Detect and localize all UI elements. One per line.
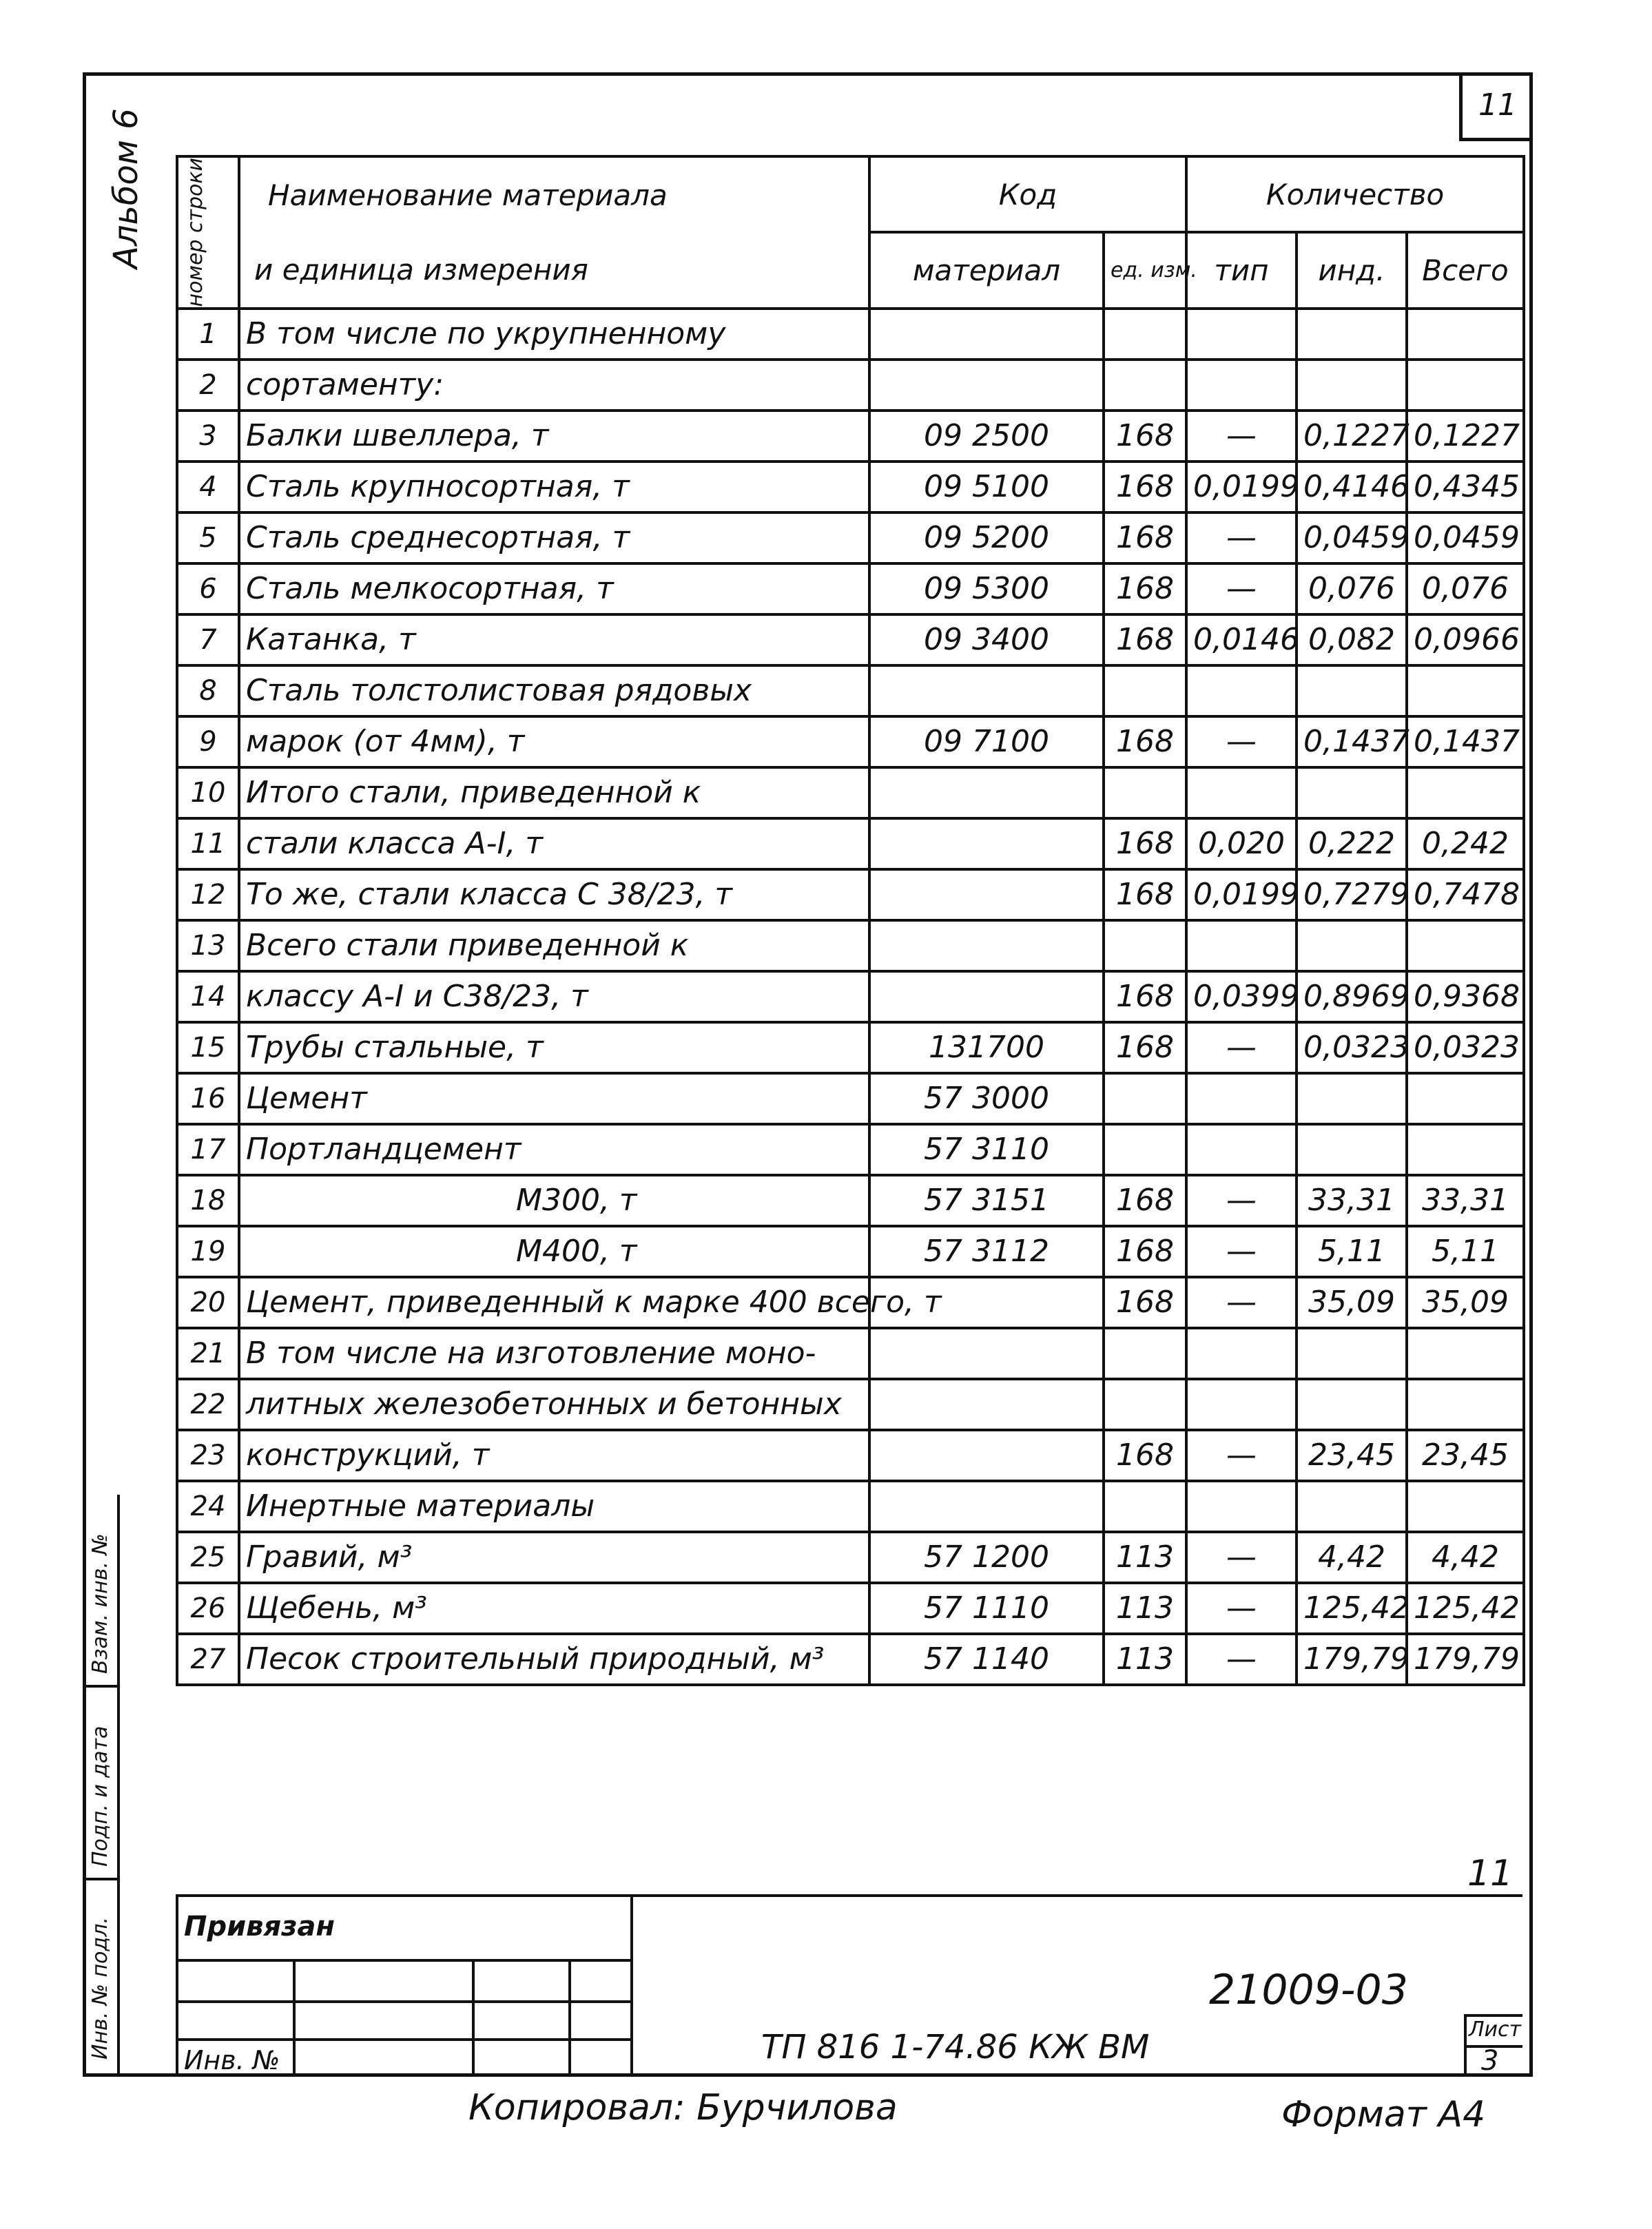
- table-row: [177, 1532, 1524, 1583]
- strip-podp-data: Подп. и дата: [88, 1725, 112, 1867]
- row-code: [869, 309, 1104, 360]
- row-total: 0,7478: [1407, 869, 1524, 920]
- row-ind: [1297, 1379, 1407, 1430]
- row-unit: [1104, 360, 1186, 411]
- title-block: [176, 1894, 1522, 2076]
- row-name: Сталь крупносортная, т: [239, 462, 869, 512]
- page-sub-number: 11: [1467, 1853, 1514, 1894]
- row-unit: 168: [1104, 1430, 1186, 1481]
- table-row: [177, 1022, 1524, 1073]
- row-name: Сталь среднесортная, т: [239, 512, 869, 563]
- table-row: [177, 665, 1524, 716]
- row-total: 125,42: [1407, 1583, 1524, 1634]
- row-total: 4,42: [1407, 1532, 1524, 1583]
- row-code: 09 5300: [869, 563, 1104, 614]
- row-unit: [1104, 665, 1186, 716]
- row-ind: [1297, 1481, 1407, 1532]
- row-code: 09 5100: [869, 462, 1104, 512]
- row-unit: 168: [1104, 1226, 1186, 1277]
- left-strip: [83, 1495, 120, 2073]
- table-row: [177, 1175, 1524, 1226]
- row-name: Гравий, м³: [239, 1532, 869, 1583]
- row-total: [1407, 767, 1524, 818]
- row-number: 19: [177, 1226, 239, 1277]
- row-unit: 113: [1104, 1532, 1186, 1583]
- table-row: [177, 512, 1524, 563]
- header-code-unit: ед. изм.: [1104, 232, 1186, 308]
- row-number: 10: [177, 767, 239, 818]
- strip-inv-podl: Инв. № подл.: [88, 1917, 112, 2060]
- row-ind: 23,45: [1297, 1430, 1407, 1481]
- row-unit: 168: [1104, 411, 1186, 462]
- table-row: [177, 309, 1524, 360]
- row-total: [1407, 920, 1524, 971]
- row-total: [1407, 1073, 1524, 1124]
- row-name: стали класса А-I, т: [239, 818, 869, 869]
- row-unit: 168: [1104, 869, 1186, 920]
- row-code: 57 1200: [869, 1532, 1104, 1583]
- row-code: 57 3112: [869, 1226, 1104, 1277]
- row-code: [869, 1430, 1104, 1481]
- designation: ТП 816 1-74.86 КЖ ВМ: [761, 2028, 1150, 2066]
- row-name: литных железобетонных и бетонных: [239, 1379, 869, 1430]
- sheet-number: 11: [1459, 72, 1533, 141]
- row-ind: 0,8969: [1297, 971, 1407, 1022]
- row-name: Сталь толстолистовая рядовых: [239, 665, 869, 716]
- row-ind: [1297, 1124, 1407, 1175]
- table-row: [177, 1379, 1524, 1430]
- row-number: 13: [177, 920, 239, 971]
- row-unit: [1104, 767, 1186, 818]
- row-number: 17: [177, 1124, 239, 1175]
- row-unit: [1104, 920, 1186, 971]
- row-number: 25: [177, 1532, 239, 1583]
- row-type: 0,0199: [1186, 462, 1297, 512]
- row-type: [1186, 767, 1297, 818]
- row-name: М300, т: [239, 1175, 869, 1226]
- row-ind: 0,1227: [1297, 411, 1407, 462]
- row-number: 18: [177, 1175, 239, 1226]
- header-q-type: тип: [1186, 232, 1297, 308]
- row-total: [1407, 309, 1524, 360]
- row-type: —: [1186, 1634, 1297, 1685]
- row-ind: [1297, 360, 1407, 411]
- row-ind: [1297, 920, 1407, 971]
- row-code: 57 1140: [869, 1634, 1104, 1685]
- row-number: 22: [177, 1379, 239, 1430]
- row-type: —: [1186, 1226, 1297, 1277]
- row-total: 35,09: [1407, 1277, 1524, 1328]
- row-number: 7: [177, 614, 239, 665]
- row-number: 14: [177, 971, 239, 1022]
- row-type: 0,0399: [1186, 971, 1297, 1022]
- row-number: 6: [177, 563, 239, 614]
- list-value: 3: [1481, 2045, 1499, 2077]
- row-name: Цемент: [239, 1073, 869, 1124]
- header-code-material: материал: [869, 232, 1104, 308]
- row-unit: 168: [1104, 614, 1186, 665]
- row-number: 24: [177, 1481, 239, 1532]
- row-ind: [1297, 665, 1407, 716]
- row-total: 33,31: [1407, 1175, 1524, 1226]
- row-ind: [1297, 1073, 1407, 1124]
- row-unit: 168: [1104, 512, 1186, 563]
- row-ind: 0,1437: [1297, 716, 1407, 767]
- header-q-ind: инд.: [1297, 232, 1407, 308]
- row-code: [869, 1481, 1104, 1532]
- row-number: 9: [177, 716, 239, 767]
- header-q-total: Всего: [1407, 232, 1524, 308]
- row-ind: 0,7279: [1297, 869, 1407, 920]
- row-ind: 4,42: [1297, 1532, 1407, 1583]
- row-number: 16: [177, 1073, 239, 1124]
- row-ind: 179,79: [1297, 1634, 1407, 1685]
- row-name: Песок строительный природный, м³: [239, 1634, 869, 1685]
- row-total: 0,9368: [1407, 971, 1524, 1022]
- row-number: 12: [177, 869, 239, 920]
- table-row: [177, 462, 1524, 512]
- row-unit: [1104, 1481, 1186, 1532]
- row-type: 0,0146: [1186, 614, 1297, 665]
- table-row: [177, 563, 1524, 614]
- row-unit: 168: [1104, 716, 1186, 767]
- header-name-2: и единица измерения: [239, 232, 869, 308]
- materials-table: [176, 155, 1525, 1686]
- row-ind: 0,222: [1297, 818, 1407, 869]
- row-ind: 125,42: [1297, 1583, 1407, 1634]
- row-total: [1407, 1328, 1524, 1379]
- table-row: [177, 360, 1524, 411]
- row-number: 2: [177, 360, 239, 411]
- row-unit: [1104, 1379, 1186, 1430]
- row-number: 21: [177, 1328, 239, 1379]
- row-type: —: [1186, 512, 1297, 563]
- row-type: —: [1186, 1430, 1297, 1481]
- row-code: [869, 869, 1104, 920]
- row-type: —: [1186, 1022, 1297, 1073]
- row-type: —: [1186, 716, 1297, 767]
- row-code: [869, 360, 1104, 411]
- row-type: —: [1186, 1277, 1297, 1328]
- header-name-1: Наименование материала: [239, 156, 869, 232]
- row-number: 27: [177, 1634, 239, 1685]
- row-name: конструкций, т: [239, 1430, 869, 1481]
- row-type: 0,0199: [1186, 869, 1297, 920]
- table-row: [177, 971, 1524, 1022]
- row-code: 09 2500: [869, 411, 1104, 462]
- row-type: [1186, 665, 1297, 716]
- row-unit: 168: [1104, 1277, 1186, 1328]
- inv-label: Инв. №: [184, 2045, 280, 2075]
- row-ind: 0,082: [1297, 614, 1407, 665]
- row-ind: 33,31: [1297, 1175, 1407, 1226]
- row-code: 57 3151: [869, 1175, 1104, 1226]
- row-total: 0,1227: [1407, 411, 1524, 462]
- row-total: 0,1437: [1407, 716, 1524, 767]
- row-unit: 113: [1104, 1634, 1186, 1685]
- row-type: —: [1186, 1175, 1297, 1226]
- row-type: [1186, 920, 1297, 971]
- row-name: То же, стали класса С 38/23, т: [239, 869, 869, 920]
- strip-zam-inv: Взам. инв. №: [88, 1533, 112, 1674]
- list-label: Лист: [1469, 2018, 1522, 2042]
- row-ind: 0,0459: [1297, 512, 1407, 563]
- row-name: Сталь мелкосортная, т: [239, 563, 869, 614]
- row-total: [1407, 1379, 1524, 1430]
- table-row: [177, 818, 1524, 869]
- row-total: 0,242: [1407, 818, 1524, 869]
- row-type: [1186, 1379, 1297, 1430]
- header-row-num: номер строки: [177, 156, 239, 309]
- header-code: Код: [869, 156, 1186, 232]
- row-number: 20: [177, 1277, 239, 1328]
- row-number: 5: [177, 512, 239, 563]
- row-number: 3: [177, 411, 239, 462]
- table-row: [177, 767, 1524, 818]
- row-code: 57 3110: [869, 1124, 1104, 1175]
- row-ind: [1297, 1328, 1407, 1379]
- row-name: Катанка, т: [239, 614, 869, 665]
- row-number: 11: [177, 818, 239, 869]
- row-code: [869, 767, 1104, 818]
- format-label: Формат А4: [1281, 2094, 1486, 2135]
- row-number: 8: [177, 665, 239, 716]
- row-ind: 5,11: [1297, 1226, 1407, 1277]
- table-row: [177, 1277, 1524, 1328]
- row-total: [1407, 360, 1524, 411]
- header-quantity: Количество: [1186, 156, 1524, 232]
- row-ind: 35,09: [1297, 1277, 1407, 1328]
- row-total: 5,11: [1407, 1226, 1524, 1277]
- row-unit: 168: [1104, 1175, 1186, 1226]
- row-name: Трубы стальные, т: [239, 1022, 869, 1073]
- row-name: Портландцемент: [239, 1124, 869, 1175]
- row-code: 57 3000: [869, 1073, 1104, 1124]
- row-code: 57 1110: [869, 1583, 1104, 1634]
- row-name: Балки швеллера, т: [239, 411, 869, 462]
- row-total: [1407, 1481, 1524, 1532]
- row-type: [1186, 1481, 1297, 1532]
- row-ind: [1297, 309, 1407, 360]
- row-type: [1186, 1328, 1297, 1379]
- doc-code: 21009-03: [1209, 1966, 1408, 2014]
- row-code: [869, 1379, 1104, 1430]
- privyazan-label: Привязан: [184, 1911, 335, 1942]
- row-unit: 168: [1104, 462, 1186, 512]
- row-type: [1186, 360, 1297, 411]
- table-row: [177, 1124, 1524, 1175]
- row-ind: 0,0323: [1297, 1022, 1407, 1073]
- row-total: [1407, 665, 1524, 716]
- row-unit: [1104, 1073, 1186, 1124]
- row-type: —: [1186, 411, 1297, 462]
- row-name: М400, т: [239, 1226, 869, 1277]
- row-unit: [1104, 1328, 1186, 1379]
- row-type: —: [1186, 1583, 1297, 1634]
- table-row: [177, 1073, 1524, 1124]
- row-unit: [1104, 1124, 1186, 1175]
- row-total: 0,4345: [1407, 462, 1524, 512]
- copied-by: Копировал: Бурчилова: [468, 2087, 898, 2128]
- row-number: 1: [177, 309, 239, 360]
- row-code: [869, 971, 1104, 1022]
- row-code: [869, 1328, 1104, 1379]
- row-name: марок (от 4мм), т: [239, 716, 869, 767]
- row-ind: 0,4146: [1297, 462, 1407, 512]
- table-row: [177, 411, 1524, 462]
- row-ind: 0,076: [1297, 563, 1407, 614]
- row-unit: 168: [1104, 1022, 1186, 1073]
- row-total: 0,0323: [1407, 1022, 1524, 1073]
- table-row: [177, 869, 1524, 920]
- row-type: 0,020: [1186, 818, 1297, 869]
- row-code: 131700: [869, 1022, 1104, 1073]
- row-code: 09 7100: [869, 716, 1104, 767]
- row-name: Итого стали, приведенной к: [239, 767, 869, 818]
- row-number: 4: [177, 462, 239, 512]
- row-total: 0,0966: [1407, 614, 1524, 665]
- table-row: [177, 920, 1524, 971]
- row-unit: 168: [1104, 971, 1186, 1022]
- row-type: —: [1186, 1532, 1297, 1583]
- row-ind: [1297, 767, 1407, 818]
- row-unit: [1104, 309, 1186, 360]
- table-row: [177, 1430, 1524, 1481]
- row-code: 09 5200: [869, 512, 1104, 563]
- row-number: 26: [177, 1583, 239, 1634]
- row-name: сортаменту:: [239, 360, 869, 411]
- row-unit: 168: [1104, 563, 1186, 614]
- row-total: 23,45: [1407, 1430, 1524, 1481]
- row-total: 179,79: [1407, 1634, 1524, 1685]
- table-row: [177, 1481, 1524, 1532]
- row-total: 0,076: [1407, 563, 1524, 614]
- row-name: В том числе по укрупненному: [239, 309, 869, 360]
- row-type: [1186, 1124, 1297, 1175]
- row-name: В том числе на изготовление моно-: [239, 1328, 869, 1379]
- row-code: [869, 920, 1104, 971]
- table-row: [177, 1583, 1524, 1634]
- row-type: [1186, 309, 1297, 360]
- row-total: [1407, 1124, 1524, 1175]
- row-total: 0,0459: [1407, 512, 1524, 563]
- row-number: 23: [177, 1430, 239, 1481]
- row-type: [1186, 1073, 1297, 1124]
- row-code: [869, 818, 1104, 869]
- row-number: 15: [177, 1022, 239, 1073]
- row-type: —: [1186, 563, 1297, 614]
- row-unit: 113: [1104, 1583, 1186, 1634]
- row-name: Всего стали приведенной к: [239, 920, 869, 971]
- table-row: [177, 716, 1524, 767]
- table-row: [177, 1226, 1524, 1277]
- row-name: Инертные материалы: [239, 1481, 869, 1532]
- row-code: 09 3400: [869, 614, 1104, 665]
- table-row: [177, 1328, 1524, 1379]
- album-label: Альбом 6: [107, 108, 145, 269]
- row-name: классу А-I и С38/23, т: [239, 971, 869, 1022]
- row-name: Цемент, приведенный к марке 400 всего, т: [239, 1277, 869, 1328]
- row-name: Щебень, м³: [239, 1583, 869, 1634]
- table-row: [177, 614, 1524, 665]
- row-unit: 168: [1104, 818, 1186, 869]
- row-code: [869, 665, 1104, 716]
- table-row: [177, 1634, 1524, 1685]
